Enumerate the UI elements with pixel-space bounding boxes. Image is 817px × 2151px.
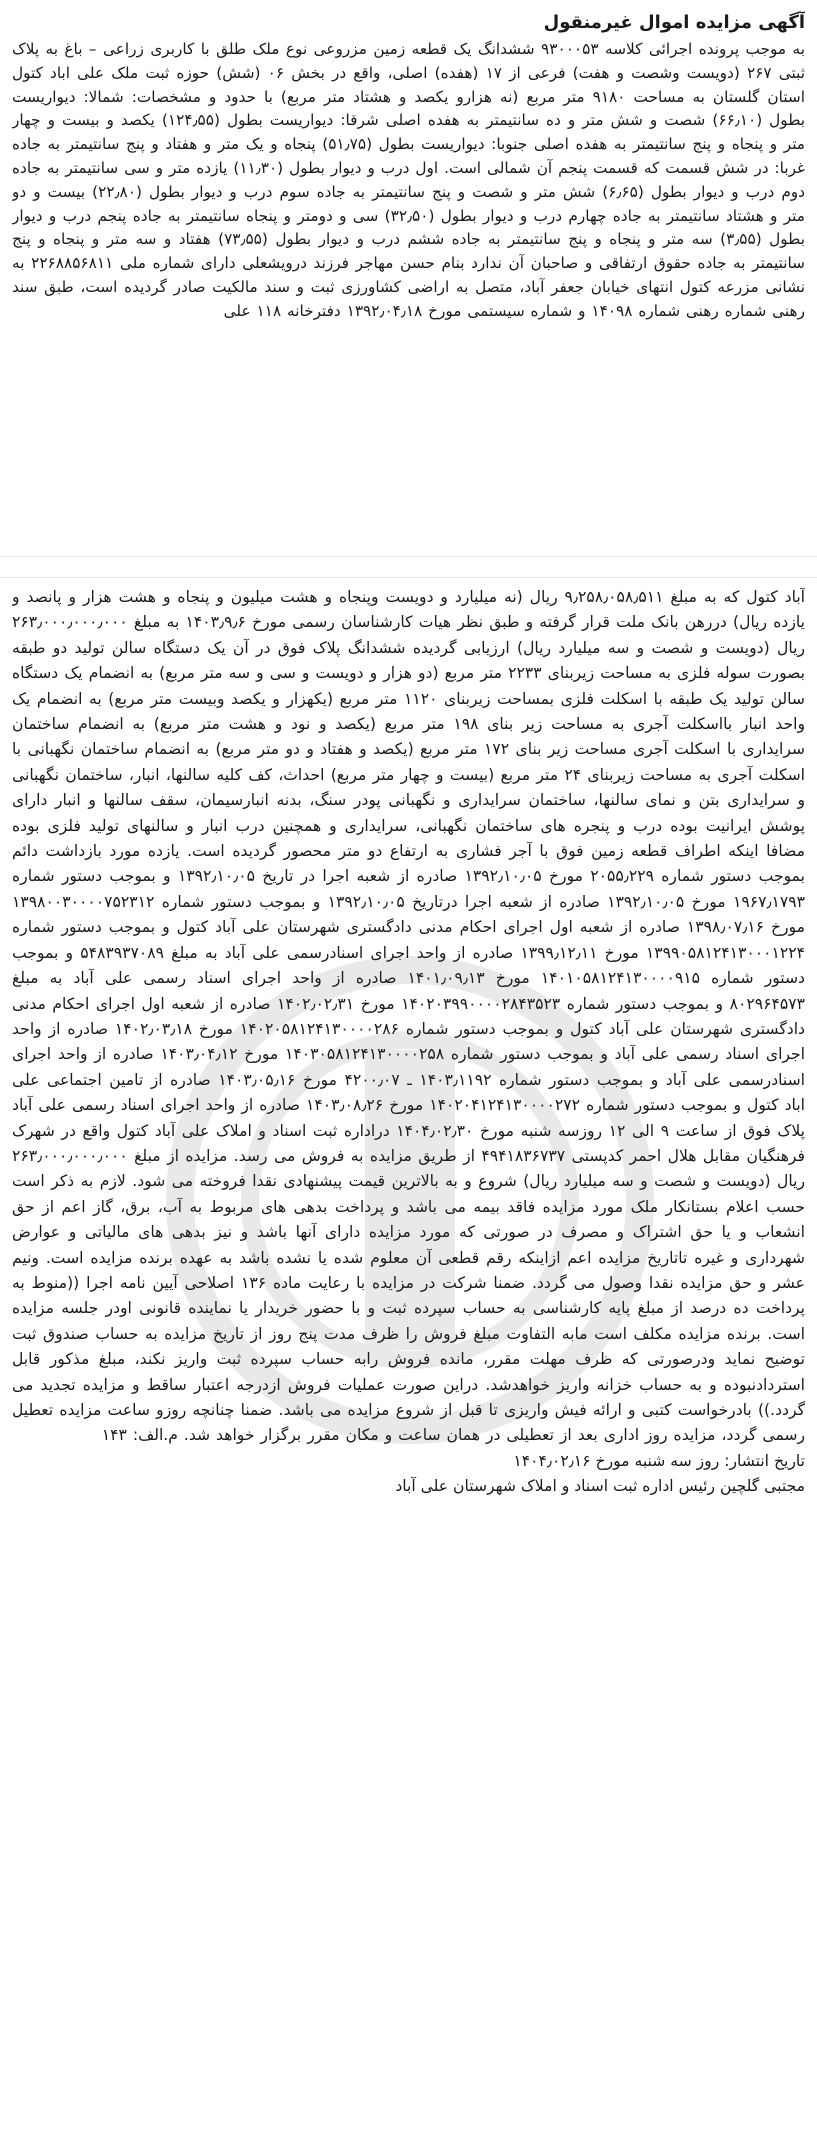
signer-name: مجتبی گلچین رئیس اداره ثبت اسناد و املاک شهرستان علی آباد [395, 1476, 805, 1495]
notice-section-bottom [12, 585, 805, 2145]
publication-date: تاریخ انتشار: روز سه شنبه مورخ ۱۴۰۴٫۰۲٫۱۶ [513, 1451, 805, 1470]
notice-paragraph-bottom: آباد کتول که به مبلغ ۹٫۲۵۸٫۰۵۸٫۵۱۱ ریال (نه میلیارد و دویست وپنجاه و هشت میلیون و پنجاه و هشت هزار و پانصد و یازده ریال) دررهن بانک ملت قرار گرفته و طبق نظر هیات کارشناسان رسمی مورخ ۱۴۰۳٫۹٫۶ به مبلغ ۲۶۳٫۰۰۰٫۰۰۰٫۰۰۰ ریال (دویست و شصت و سه میلیارد ریال) ارزیابی گردیده ششدانگ پلاک فوق در آن یک دستگاه سالن تولید دو طبقه بصورت سوله فلزی به مساحت زیربنای ۲۲۳۳ متر مربع (دو هزار و دویست و سی و سه متر مربع) به انضمام یک دستگاه سالن تولید یک طبقه با اسکلت فلزی بمساحت زیربنای ۱۱۲۰ متر مربع (یکهزار و یکصد وبیست متر مربع) به انضمام یک واحد انبار بااسکلت آجری به مساحت زیر بنای ۱۹۸ متر مربع (یکصد و نود و هشت متر مربع) به انضمام ساختمان سرایداری با اسکلت آجری مساحت زیر بنای ۱۷۲ متر مربع (یکصد و هفتاد و دو متر مربع) به انضمام ساختمان نگهبانی با اسکلت آجری به مساحت زیربنای ۲۴ متر مربع (بیست و چهار متر مربع) احداث، کف کلیه سالنها، انبار، ساختمان نگهبانی و سرایداری بتن و نمای سالنها، ساختمان سرایداری و نگهبانی پودر سنگ، بدنه انبارسیمان، سقف سالنها و انبار دارای پوشش ایرانیت بوده درب و پنجره های ساختمان نگهبانی، سرایداری و همچنین درب انبار و سالنهای تولید فلزی بوده مضافا اینکه اطراف قطعه زمین فوق با آجر فشاری به ارتفاع دو متر محصور گردیده است. یازده مورد بازداشت دائم بموجب دستور شماره ۲۰۵۵٫۲۲۹ مورخ ۱۳۹۲٫۱۰٫۰۵ صادره از شعبه اجرا در تاریخ ۱۳۹۲٫۱۰٫۰۵ و بموجب دستور شماره ۱۹۶۷٫۱۷۹۳ مورخ ۱۳۹۲٫۱۰٫۰۵ صادره از شعبه اجرا درتاریخ ۱۳۹۲٫۱۰٫۰۵ و بموجب دستور شماره ۱۳۹۸۰۰۳۰۰۰۰۷۵۲۳۱۲ مورخ ۱۳۹۸٫۰۷٫۱۶ صادره از شعبه اول اجرای احکام مدنی دادگستری شهرستان علی آباد کتول و بموجب دستور شماره ۱۳۹۹۰۵۸۱۲۴۱۳۰۰۰۱۲۲۴ مورخ ۱۳۹۹٫۱۲٫۱۱ صادره از واحد اجرای اسنادرسمی علی آباد به مبلغ ۵۴۸۳۹۳۷۰۸۹ و بموجب دستور شماره ۱۴۰۱۰۵۸۱۲۴۱۳۰۰۰۰۹۱۵ مورخ ۱۴۰۱٫۰۹٫۱۳ صادره از واحد اجرای اسناد رسمی علی آباد به مبلغ ۸۰۲۹۶۴۵۷۳ و بموجب دستور شماره ۱۴۰۲۰۳۹۹۰۰۰۰۲۸۴۳۵۲۳ مورخ ۱۴۰۲٫۰۲٫۳۱ صادره از شعبه اول اجرای احکام مدنی دادگستری شهرستان علی آباد کتول و بموجب دستور شماره ۱۴۰۲۰۵۸۱۲۴۱۳۰۰۰۰۲۸۶ مورخ ۱۴۰۲٫۰۳٫۱۸ صادره از واحد اجرای اسناد رسمی علی آباد و بموجب دستور شماره ۱۴۰۳۰۵۸۱۲۴۱۳۰۰۰۰۲۵۸ مورخ ۱۴۰۳٫۰۴٫۱۲ صادره از واحد اجرای اسنادرسمی علی آباد و بموجب دستور شماره ۱۴۰۳٫۱۱۹۲ ـ ۴۲۰۰٫۰۷ مورخ ۱۴۰۳٫۰۵٫۱۶ صادره از تامین اجتماعی علی اباد کتول و بموجب دستور شماره ۱۴۰۲۰۴۱۲۴۱۳۰۰۰۰۲۷۲ مورخ ۱۴۰۳٫۰۸٫۲۶ صادره از واحد اجرای اسناد رسمی علی آباد پلاک فوق از ساعت ۹ الی ۱۲ روزسه شنبه مورخ ۱۴۰۴٫۰۲٫۳۰ دراداره ثبت اسناد و املاک علی آباد کتول واقع در شهرک فرهنگیان مقابل هلال احمر کدپستی ۴۹۴۱۸۳۶۷۳۷ از طریق مزایده به فروش می رسد. مزایده از مبلغ ۲۶۳٫۰۰۰٫۰۰۰٫۰۰۰ ریال (دویست و شصت و سه میلیارد ریال) شروع و به بالاترین قیمت پیشنهادی نقدا فروخته می شود. لازم به ذکر است حسب اعلام بستانکار ملک مورد مزایده فاقد بیمه می باشد و پرداخت بدهی های مربوط به آب، برق، گاز اعم از حق انشعاب و یا حق اشتراک و مصرف در صورتی که مورد مزایده دارای آنها باشد و نیز بدهی های مالیاتی و عوارض شهرداری و غیره تاتاریخ مزایده اعم ازاینکه رقم قطعی آن معلوم شده یا نشده باشد به عهده برنده مزایده است. ونیم عشر و حق مزایده نقدا وصول می گردد. ضمنا شرکت در مزایده با رعایت ماده ۱۳۶ اصلاحی آیین نامه اجرا ((منوط به پرداخت ده درصد از مبلغ پایه کارشناسی به حساب سپرده ثبت و با حضور خریدار یا نماینده قانونی اودر جلسه مزایده است. برنده مزایده مکلف است مابه التفاوت مبلغ فروش را ظرف مدت پنج روز از تاریخ مزایده به حساب صندوق ثبت توضیح نماید ودرصورتی که ظرف مهلت مقرر، مانده فروش رابه حساب سپرده ثبت واریز نکند، مبلغ مذکور قابل استردادنبوده و به حساب خزانه واریز خواهدشد. دراین صورت عملیات فروش ازدرجه اعتبار ساقط و مزایده تجدید می گردد.)) بادرخواست کتبی و ارائه فیش واریزی تا قبل از شروع مزایده می باشد. ضمنا چنانچه روزو ساعت مزایده تعطیل رسمی گردد، مزایده روز اداری بعد از تعطیلی در همان ساعت و مکان مقرر برگزار خواهد شد. م.الف: ۱۴۳ [12, 588, 805, 1445]
notice-title: آگهی مزایده اموال غیرمنقول [543, 12, 805, 33]
notice-paragraph-top: به موجب پرونده اجرائی کلاسه ۹۳۰۰۰۵۳ ششدانگ یک قطعه زمین مزروعی نوع ملک طلق با کاربری زراعی – باغ به پلاک ثبتی ۲۶۷ (دویست وشصت و هفت) فرعی از ۱۷ (هفده) اصلی، واقع در بخش ۰۶ (شش) حوزه ثبت ملک علی اباد کتول استان گلستان به مساحت ۹۱۸۰ متر مربع (نه هزارو یکصد و هشتاد متر مربع) با حدود و مشخصات: شمالا: دیواریست بطول (۶۶٫۱۰) شصت و شش متر و ده سانتیمتر به هفده اصلی شرقا: دیواریست بطول (۱۲۴٫۵۵) یکصد و بیست و چهار متر و پنجاه و پنج سانتیمتر به هفده اصلی جنوبا: دیواریست بطول (۵۱٫۷۵) پنجاه و یک متر و هفتاد و پنج سانتیمتر به جاده غربا: در شش قسمت که قسمت پنجم آن شمالی است. اول درب و دیوار بطول (۱۱٫۳۰) یازده متر و سی سانتیمتر به جاده دوم درب و دیوار بطول (۶٫۶۵) شش متر و شصت و پنج سانتیمتر به جاده سوم درب و دیوار بطول (۲۲٫۸۰) بیست و دو متر و هشتاد سانتیمتر به جاده چهارم درب و دیوار بطول (۳۲٫۵۰) سی و دومتر و پنجاه سانتیمتر به جاده پنجم درب و دیوار بطول (۳٫۵۵) سه متر و پنجاه و پنج سانتیمتر به جاده ششم درب و دیوار بطول (۷۳٫۵۵) هفتاد و سه متر و پنجاه و پنج سانتیمتر به جاده حقوق ارتفاقی و صاحبان آن ندارد بنام حسن مهاجر فرزند درویشعلی دارای شماره ملی ۲۲۶۸۸۵۶۸۱۱ به نشانی مزرعه کتول انتهای خیابان جعفر آباد، متصل به اراضی کشاورزی ثبت و سند مالکیت صادر گردیده است، طبق سند رهنی شماره رهنی شماره ۱۴۰۹۸ و شماره سیستمی مورخ ۱۳۹۲٫۰۴٫۱۸ دفترخانه ۱۱۸ علی [12, 40, 805, 320]
notice-section-top [12, 10, 805, 555]
column-break-divider [0, 556, 817, 578]
